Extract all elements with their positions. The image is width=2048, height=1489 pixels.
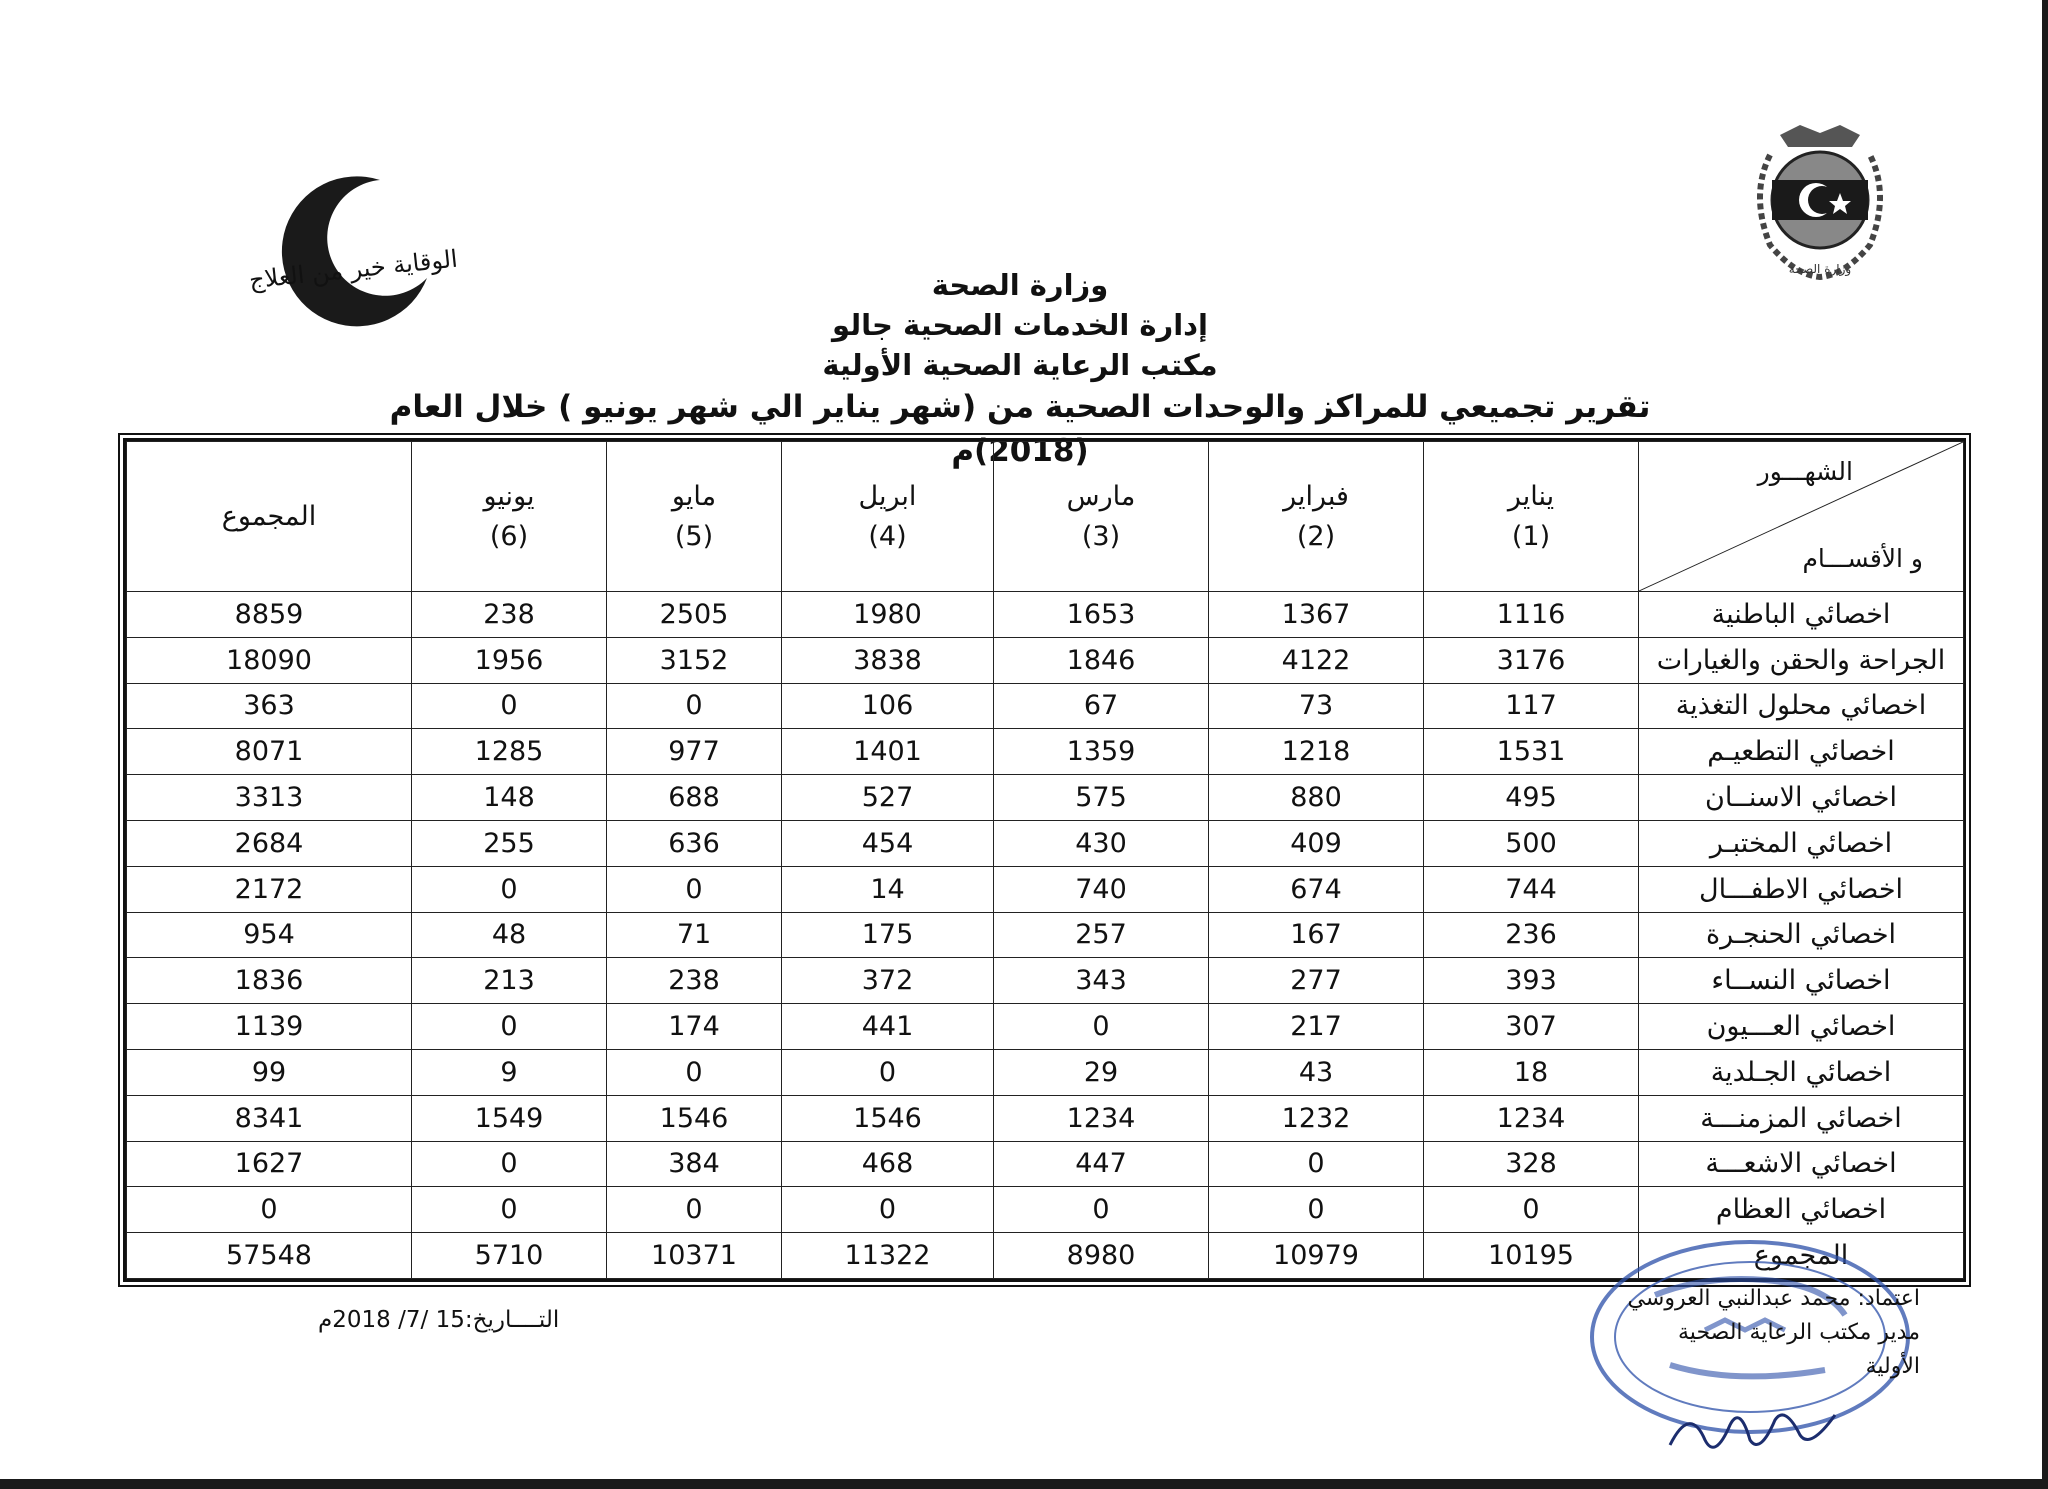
table-cell: 3838 (782, 637, 994, 683)
table-cell: 43 (1209, 1049, 1424, 1095)
table-cell: 10195 (1424, 1233, 1639, 1279)
table-cell: 0 (607, 1049, 782, 1095)
table-cell: 3152 (607, 637, 782, 683)
row-label: اخصائي الحنجـرة (1639, 912, 1964, 958)
table-cell: 2505 (607, 592, 782, 638)
table-row (127, 1095, 1964, 1141)
table-cell: 1234 (994, 1095, 1209, 1141)
table-cell: 255 (412, 820, 607, 866)
table-cell: 213 (412, 958, 607, 1004)
table-cell: 384 (607, 1141, 782, 1187)
table-header-row (127, 442, 1964, 592)
row-label: اخصائي الاطفـــال (1639, 866, 1964, 912)
libya-emblem-icon (1740, 115, 1900, 285)
report-title: تقرير تجميعي للمراكز والوحدات الصحية من (شهر يناير الي شهر يونيو ) خلال العام (2018)م (389, 389, 1651, 469)
table-cell: 0 (127, 1187, 412, 1233)
corner-sections-label: و الأقســـام (1802, 544, 1923, 573)
approval-name: اعتماد: محمد عبدالنبي العروسي (1627, 1286, 1920, 1311)
table-cell: 1359 (994, 729, 1209, 775)
table-cell: 0 (1209, 1141, 1424, 1187)
table-cell: 636 (607, 820, 782, 866)
table-cell: 1836 (127, 958, 412, 1004)
table-cell: 18 (1424, 1049, 1639, 1095)
table-cell: 57548 (127, 1233, 412, 1279)
table-cell: 167 (1209, 912, 1424, 958)
table-cell: 10979 (1209, 1233, 1424, 1279)
row-label: اخصائي العظام (1639, 1187, 1964, 1233)
table-cell: 454 (782, 820, 994, 866)
table-cell: 8071 (127, 729, 412, 775)
table-row (127, 775, 1964, 821)
table-cell: 674 (1209, 866, 1424, 912)
table-row (127, 1004, 1964, 1050)
table-cell: 3313 (127, 775, 412, 821)
table-cell: 1401 (782, 729, 994, 775)
table-body (127, 592, 1964, 1279)
scan-edge-bottom (0, 1479, 2048, 1489)
table-cell: 4122 (1209, 637, 1424, 683)
table-row (127, 683, 1964, 729)
table-row (127, 1141, 1964, 1187)
table-cell: 0 (607, 683, 782, 729)
row-label: اخصائي الباطنية (1639, 592, 1964, 638)
table-cell: 954 (127, 912, 412, 958)
table-cell: 1218 (1209, 729, 1424, 775)
table-cell: 393 (1424, 958, 1639, 1004)
table-cell: 430 (994, 820, 1209, 866)
table-cell: 1367 (1209, 592, 1424, 638)
table-row (127, 820, 1964, 866)
table-cell: 744 (1424, 866, 1639, 912)
table-cell: 1139 (127, 1004, 412, 1050)
header-department: إدارة الخدمات الصحية جالو (832, 308, 1208, 342)
table-cell: 8980 (994, 1233, 1209, 1279)
column-header: يناير (1) (1424, 442, 1639, 592)
table-cell: 495 (1424, 775, 1639, 821)
table-cell: 5710 (412, 1233, 607, 1279)
table-cell: 0 (994, 1187, 1209, 1233)
report-table-frame (123, 438, 1966, 1282)
table-row (127, 592, 1964, 638)
header-office: مكتب الرعاية الصحية الأولية (822, 348, 1218, 382)
table-cell: 575 (994, 775, 1209, 821)
table-cell: 1627 (127, 1141, 412, 1187)
table-cell: 1531 (1424, 729, 1639, 775)
table-cell: 148 (412, 775, 607, 821)
column-header: مارس (3) (994, 442, 1209, 592)
table-cell: 71 (607, 912, 782, 958)
table-cell: 0 (994, 1004, 1209, 1050)
table-row (127, 866, 1964, 912)
approval-block (1620, 1282, 1920, 1384)
table-row (127, 912, 1964, 958)
report-date: التــــاريخ:15 /7/ 2018م (318, 1307, 560, 1333)
scan-edge-right (2042, 0, 2048, 1489)
column-header: ابريل (4) (782, 442, 994, 592)
table-cell: 977 (607, 729, 782, 775)
row-label: اخصائي المختبـر (1639, 820, 1964, 866)
table-cell: 1116 (1424, 592, 1639, 638)
table-row (127, 637, 1964, 683)
table-cell: 343 (994, 958, 1209, 1004)
row-label: اخصائي التطعيـم (1639, 729, 1964, 775)
row-label: اخصائي محلول التغذية (1639, 683, 1964, 729)
table-cell: 8341 (127, 1095, 412, 1141)
row-label: اخصائي العـــيون (1639, 1004, 1964, 1050)
approval-title: مدير مكتب الرعاية الصحية الأولية (1678, 1320, 1920, 1379)
table-cell: 307 (1424, 1004, 1639, 1050)
table-cell: 9 (412, 1049, 607, 1095)
table-cell: 2684 (127, 820, 412, 866)
header-ministry: وزارة الصحة (931, 268, 1109, 302)
table-cell: 99 (127, 1049, 412, 1095)
table-cell: 217 (1209, 1004, 1424, 1050)
table-cell: 0 (607, 866, 782, 912)
table-cell: 1956 (412, 637, 607, 683)
report-table (126, 441, 1964, 1279)
table-cell: 3176 (1424, 637, 1639, 683)
table-cell: 73 (1209, 683, 1424, 729)
table-cell: 175 (782, 912, 994, 958)
table-cell: 372 (782, 958, 994, 1004)
table-cell: 238 (607, 958, 782, 1004)
row-label: اخصائي الاسنــان (1639, 775, 1964, 821)
table-cell: 0 (412, 1187, 607, 1233)
table-cell: 1234 (1424, 1095, 1639, 1141)
table-cell: 880 (1209, 775, 1424, 821)
table-cell: 1549 (412, 1095, 607, 1141)
table-row (127, 1187, 1964, 1233)
table-cell: 2172 (127, 866, 412, 912)
row-label: اخصائي النســاء (1639, 958, 1964, 1004)
table-cell: 11322 (782, 1233, 994, 1279)
logo-motto: الوقاية خير من العلاج (247, 244, 459, 295)
table-cell: 238 (412, 592, 607, 638)
column-header: المجموع (127, 442, 412, 592)
row-label: اخصائي الاشعـــة (1639, 1141, 1964, 1187)
emblem-caption: وزارة الصحة (1788, 262, 1852, 276)
row-label: اخصائي الجـلدية (1639, 1049, 1964, 1095)
table-cell: 0 (1424, 1187, 1639, 1233)
table-cell: 500 (1424, 820, 1639, 866)
row-label: اخصائي المزمنـــة (1639, 1095, 1964, 1141)
table-cell: 1285 (412, 729, 607, 775)
table-cell: 688 (607, 775, 782, 821)
table-cell: 18090 (127, 637, 412, 683)
table-cell: 29 (994, 1049, 1209, 1095)
table-row (127, 729, 1964, 775)
corner-header (1639, 442, 1964, 592)
table-cell: 409 (1209, 820, 1424, 866)
table-cell: 441 (782, 1004, 994, 1050)
table-cell: 1546 (607, 1095, 782, 1141)
table-cell: 468 (782, 1141, 994, 1187)
table-cell: 10371 (607, 1233, 782, 1279)
row-label: المجموع (1639, 1233, 1964, 1279)
signature-icon (1660, 1385, 1850, 1465)
table-cell: 0 (782, 1049, 994, 1095)
table-cell: 8859 (127, 592, 412, 638)
table-row (127, 1049, 1964, 1095)
table-cell: 277 (1209, 958, 1424, 1004)
table-cell: 67 (994, 683, 1209, 729)
table-cell: 328 (1424, 1141, 1639, 1187)
table-cell: 0 (1209, 1187, 1424, 1233)
table-cell: 117 (1424, 683, 1639, 729)
table-cell: 740 (994, 866, 1209, 912)
column-header: مايو (5) (607, 442, 782, 592)
row-label: الجراحة والحقن والغيارات (1639, 637, 1964, 683)
table-cell: 0 (412, 866, 607, 912)
table-cell: 0 (412, 1141, 607, 1187)
table-cell: 363 (127, 683, 412, 729)
table-cell: 1232 (1209, 1095, 1424, 1141)
table-cell: 48 (412, 912, 607, 958)
table-cell: 174 (607, 1004, 782, 1050)
table-cell: 1653 (994, 592, 1209, 638)
column-header: يونيو (6) (412, 442, 607, 592)
table-cell: 0 (607, 1187, 782, 1233)
table-cell: 1980 (782, 592, 994, 638)
table-cell: 106 (782, 683, 994, 729)
table-cell: 0 (782, 1187, 994, 1233)
table-cell: 0 (412, 1004, 607, 1050)
table-cell: 447 (994, 1141, 1209, 1187)
table-cell: 257 (994, 912, 1209, 958)
table-cell: 527 (782, 775, 994, 821)
corner-months-label: الشهـــور (1757, 457, 1853, 486)
table-cell: 0 (412, 683, 607, 729)
table-cell: 1546 (782, 1095, 994, 1141)
table-cell: 14 (782, 866, 994, 912)
column-header: فبراير (2) (1209, 442, 1424, 592)
table-cell: 236 (1424, 912, 1639, 958)
table-row (127, 958, 1964, 1004)
table-cell: 1846 (994, 637, 1209, 683)
